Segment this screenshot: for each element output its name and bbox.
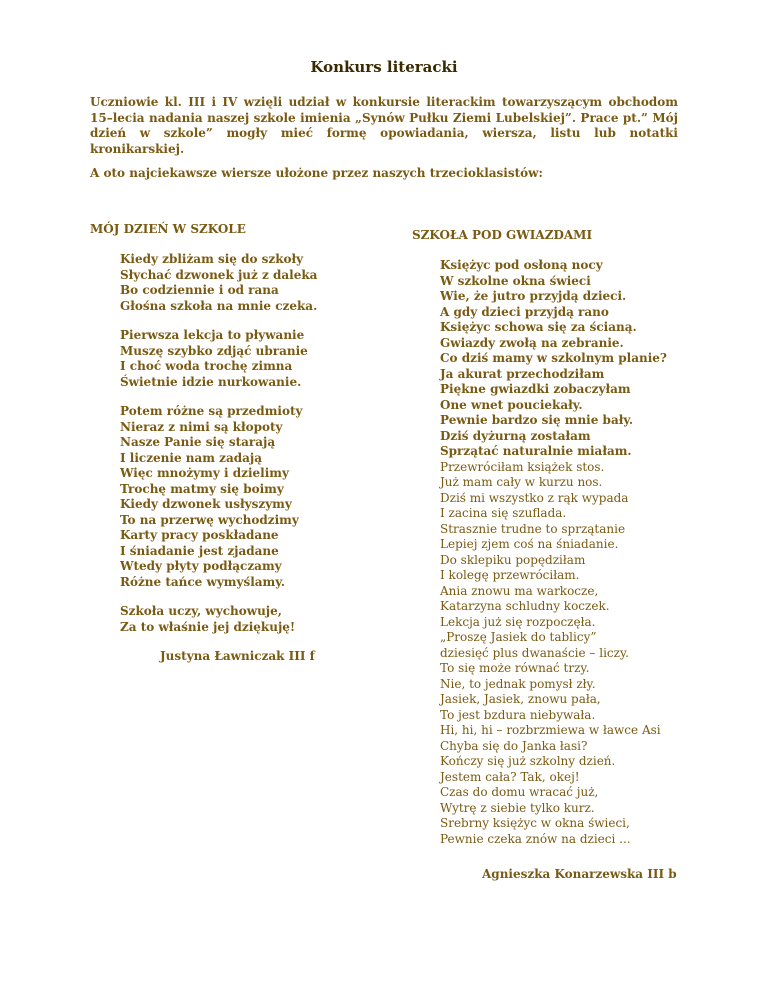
poem-line: Przewróciłam książek stos. [440,459,605,474]
poem-line: Dziś mi wszystko z rąk wypada [440,490,629,505]
poem-line: Jasiek, Jasiek, znowu pała, [440,692,601,706]
poem-my-day [90,222,390,663]
poem-line: One wnet pouciekały. [440,397,583,412]
poem-line: Wie, że jutro przyjdą dzieci. [440,289,627,303]
poem-line: Lepiej zjem coś na śniadanie. [440,537,619,551]
poem-line: Dziś dyżurną zostałam [440,428,591,443]
intro-lead: A oto najciekawsze wiersze ułożone przez naszych trzecioklasistów: [90,166,543,180]
poem-line: To jest bzdura niebywała. [440,707,596,722]
poem-line: Ania znowu ma warkocze, [440,583,599,598]
poem-school-under-stars [412,228,712,881]
poem-line: Za to właśnie jej dziękuję! [120,619,296,634]
poem-line: Chyba się do Janka łasi? [440,738,588,753]
poem-author: Justyna Ławniczak III f [160,649,315,663]
poem-line: I kolegę przewróciłam. [440,568,580,582]
poem-line: I choć woda trochę zimna [120,359,293,373]
stanza-3 [120,404,390,590]
poem-line: Muszę szybko zdjąć ubranie [120,343,308,358]
poem-line: I śniadanie jest zjadane [120,543,279,558]
poem-line: Karty pracy poskładane [120,528,279,542]
poem-line: To się może równać trzy. [440,661,590,675]
poem-body [440,258,712,847]
poem-line: Co dziś mamy w szkolnym planie? [440,351,667,365]
poem-line: A gdy dzieci przyjdą rano [440,304,609,319]
poem-line: Ja akurat przechodziłam [440,366,605,381]
poem-line: Bo codziennie i od rana [120,283,279,297]
poem-line: Pierwsza lekcja to pływanie [120,328,305,342]
poem-line: Gwiazdy zwołą na zebranie. [440,335,624,350]
poem-line: To na przerwę wychodzimy [120,512,299,527]
poem-line: „Proszę Jasiek do tablicy” [440,630,597,644]
poem-line: Jestem cała? Tak, okej! [440,769,580,784]
poem-line: Głośna szkoła na mnie czeka. [120,298,318,313]
poem-line: Różne tańce wymyślamy. [120,574,286,589]
poem-line: Strasznie trudne to sprzątanie [440,521,626,536]
poem-line: Szkoła uczy, wychowuje, [120,604,282,618]
poem-line: Hi, hi, hi – rozbrzmiewa w ławce Asi [440,723,661,737]
poem-line: Świetnie idzie nurkowanie. [120,374,302,389]
poem-line: Nie, to jednak pomysł zły. [440,676,596,691]
poem-line: Kiedy zbliżam się do szkoły [120,252,304,266]
poem-line: Kiedy dzwonek usłyszymy [120,497,292,511]
poem-title: MÓJ DZIEŃ W SZKOLE [90,222,246,236]
poem-line: Katarzyna schludny koczek. [440,599,610,613]
poem-line: Piękne gwiazdki zobaczyłam [440,382,631,396]
poem-line: Czas do domu wracać już, [440,785,599,799]
poem-line: Księżyc pod osłoną nocy [440,258,603,272]
poem-line: dziesięć plus dwanaście – liczy. [440,645,629,660]
poem-line: I zacina się szuflada. [440,506,567,520]
poem-line: Więc mnożymy i dzielimy [120,466,289,480]
poem-line: Kończy się już szkolny dzień. [440,754,616,768]
poem-author: Agnieszka Konarzewska III b [482,867,677,881]
poem-line: Pewnie czeka znów na dzieci ... [440,831,631,846]
poem-line: Do sklepiku popędziłam [440,552,586,567]
stanza-2 [120,328,390,390]
poem-line: Lekcja już się rozpoczęła. [440,614,596,629]
poem-line: Księżyc schowa się za ścianą. [440,320,637,334]
poem-line: Nasze Panie się starają [120,435,276,449]
poem-line: I liczenie nam zadają [120,450,263,465]
poem-line: Sprzątać naturalnie miałam. [440,444,632,458]
poem-line: Potem różne są przedmioty [120,404,303,418]
poem-line: Nieraz z nimi są kłopoty [120,419,283,434]
poem-line: W szkolne okna świeci [440,273,591,288]
poem-line: Wtedy płyty podłączamy [120,559,282,573]
poem-line: Już mam cały w kurzu nos. [440,475,603,489]
stanza-4 [120,604,390,635]
page-title: Konkurs literacki [310,58,458,76]
stanza-1 [120,252,390,314]
intro-paragraph: Uczniowie kl. III i IV wzięli udział w konkursie literackim towarzyszącym obchodom 15–lecia nadania naszej szkole imienia „Synów Pułku Ziemi Lubelskiej”. Prace pt.” Mój dzień w szkole” mogły mieć formę opowiadania, wiersza, listu lub notatki kronikarskiej. [90,95,678,156]
poem-line: Pewnie bardzo się mnie bały. [440,413,634,427]
poem-title: SZKOŁA POD GWIAZDAMI [412,228,593,242]
poem-line: Słychać dzwonek już z daleka [120,267,318,282]
poem-line: Trochę matmy się boimy [120,481,284,496]
poem-line: Wytrę z siebie tylko kurz. [440,800,595,815]
poem-line: Srebrny księżyc w okna świeci, [440,816,630,830]
